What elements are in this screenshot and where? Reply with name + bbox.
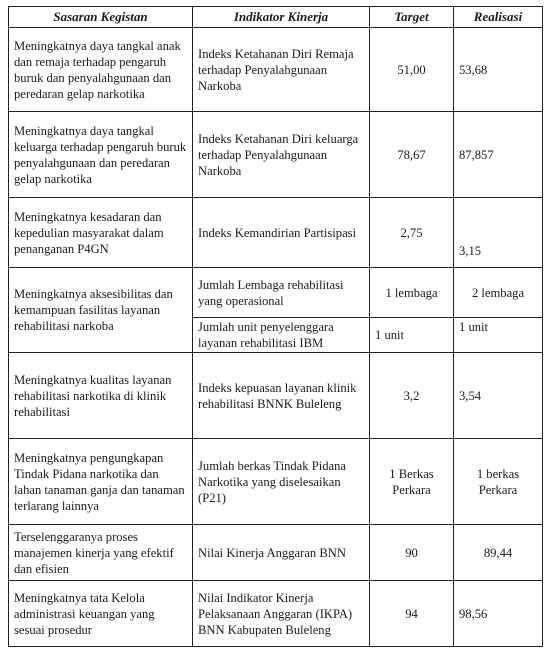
sasaran-cell: Meningkatnya daya tangkal anak dan remaja terhadap pengaruh buruk dan penyalahgunaan dan peredaran gelap narkotika (9, 28, 193, 112)
sasaran-cell: Terselenggaranya proses manajemen kinerja yang efektif dan efisien (9, 525, 193, 581)
table-row (9, 198, 543, 268)
sasaran-cell: Meningkatnya pengungkapan Tindak Pidana narkotika dan lahan tanaman ganja dan tanaman terlarang lainnya (9, 439, 193, 525)
header-target: Target (370, 7, 454, 28)
target-cell: 78,67 (370, 112, 454, 198)
indikator-cell: Indeks Ketahanan Diri Remaja terhadap Penyalahgunaan Narkoba (193, 28, 370, 112)
indikator-cell: Indeks kepuasan layanan klinik rehabilitasi BNNK Buleleng (193, 353, 370, 439)
target-cell: 90 (370, 525, 454, 581)
table-header-row (9, 7, 543, 28)
realisasi-cell: 98,56 (454, 581, 543, 647)
sasaran-cell: Meningkatnya kualitas layanan rehabilitasi narkotika di klinik rehabilitasi (9, 353, 193, 439)
target-cell: 94 (370, 581, 454, 647)
header-sasaran: Sasaran Kegistan (9, 7, 193, 28)
realisasi-cell: 2 lembaga (454, 268, 543, 318)
indikator-cell: Nilai Kinerja Anggaran BNN (193, 525, 370, 581)
indikator-cell: Indeks Ketahanan Diri keluarga terhadap Penyalahgunaan Narkoba (193, 112, 370, 198)
header-realisasi: Realisasi (454, 7, 543, 28)
table-row (9, 525, 543, 581)
header-indikator: Indikator Kinerja (193, 7, 370, 28)
sasaran-cell: Meningkatnya daya tangkal keluarga terhadap pengaruh buruk penyalahgunaan dan peredaran gelap narkotika (9, 112, 193, 198)
table-row (9, 268, 543, 318)
target-cell: 2,75 (370, 198, 454, 268)
table-row (9, 353, 543, 439)
realisasi-cell: 53,68 (454, 28, 543, 112)
indikator-cell: Jumlah unit penyelenggara layanan rehabilitasi IBM (193, 318, 370, 353)
realisasi-cell: 89,44 (454, 525, 543, 581)
target-cell: 51,00 (370, 28, 454, 112)
indikator-cell: Indeks Kemandirian Partisipasi (193, 198, 370, 268)
sasaran-cell: Meningkatnya kesadaran dan kepedulian masyarakat dalam penanganan P4GN (9, 198, 193, 268)
indikator-cell: Jumlah berkas Tindak Pidana Narkotika yang diselesaikan (P21) (193, 439, 370, 525)
table-row (9, 28, 543, 112)
realisasi-cell: 1 berkas Perkara (454, 439, 543, 525)
table-row (9, 581, 543, 647)
realisasi-cell: 3,15 (454, 198, 543, 268)
target-cell: 1 Berkas Perkara (370, 439, 454, 525)
sasaran-cell: Meningkatnya tata Kelola administrasi keuangan yang sesuai prosedur (9, 581, 193, 647)
performance-table (8, 6, 543, 647)
realisasi-cell: 1 unit (454, 318, 543, 353)
table-row (9, 112, 543, 198)
target-cell: 3,2 (370, 353, 454, 439)
realisasi-cell: 3,54 (454, 353, 543, 439)
target-cell: 1 lembaga (370, 268, 454, 318)
target-cell: 1 unit (370, 318, 454, 353)
indikator-cell: Nilai Indikator Kinerja Pelaksanaan Anggaran (IKPA) BNN Kabupaten Buleleng (193, 581, 370, 647)
realisasi-cell: 87,857 (454, 112, 543, 198)
indikator-cell: Jumlah Lembaga rehabilitasi yang operasional (193, 268, 370, 318)
sasaran-cell: Meningkatnya aksesibilitas dan kemampuan fasilitas layanan rehabilitasi narkoba (9, 268, 193, 353)
table-row (9, 439, 543, 525)
